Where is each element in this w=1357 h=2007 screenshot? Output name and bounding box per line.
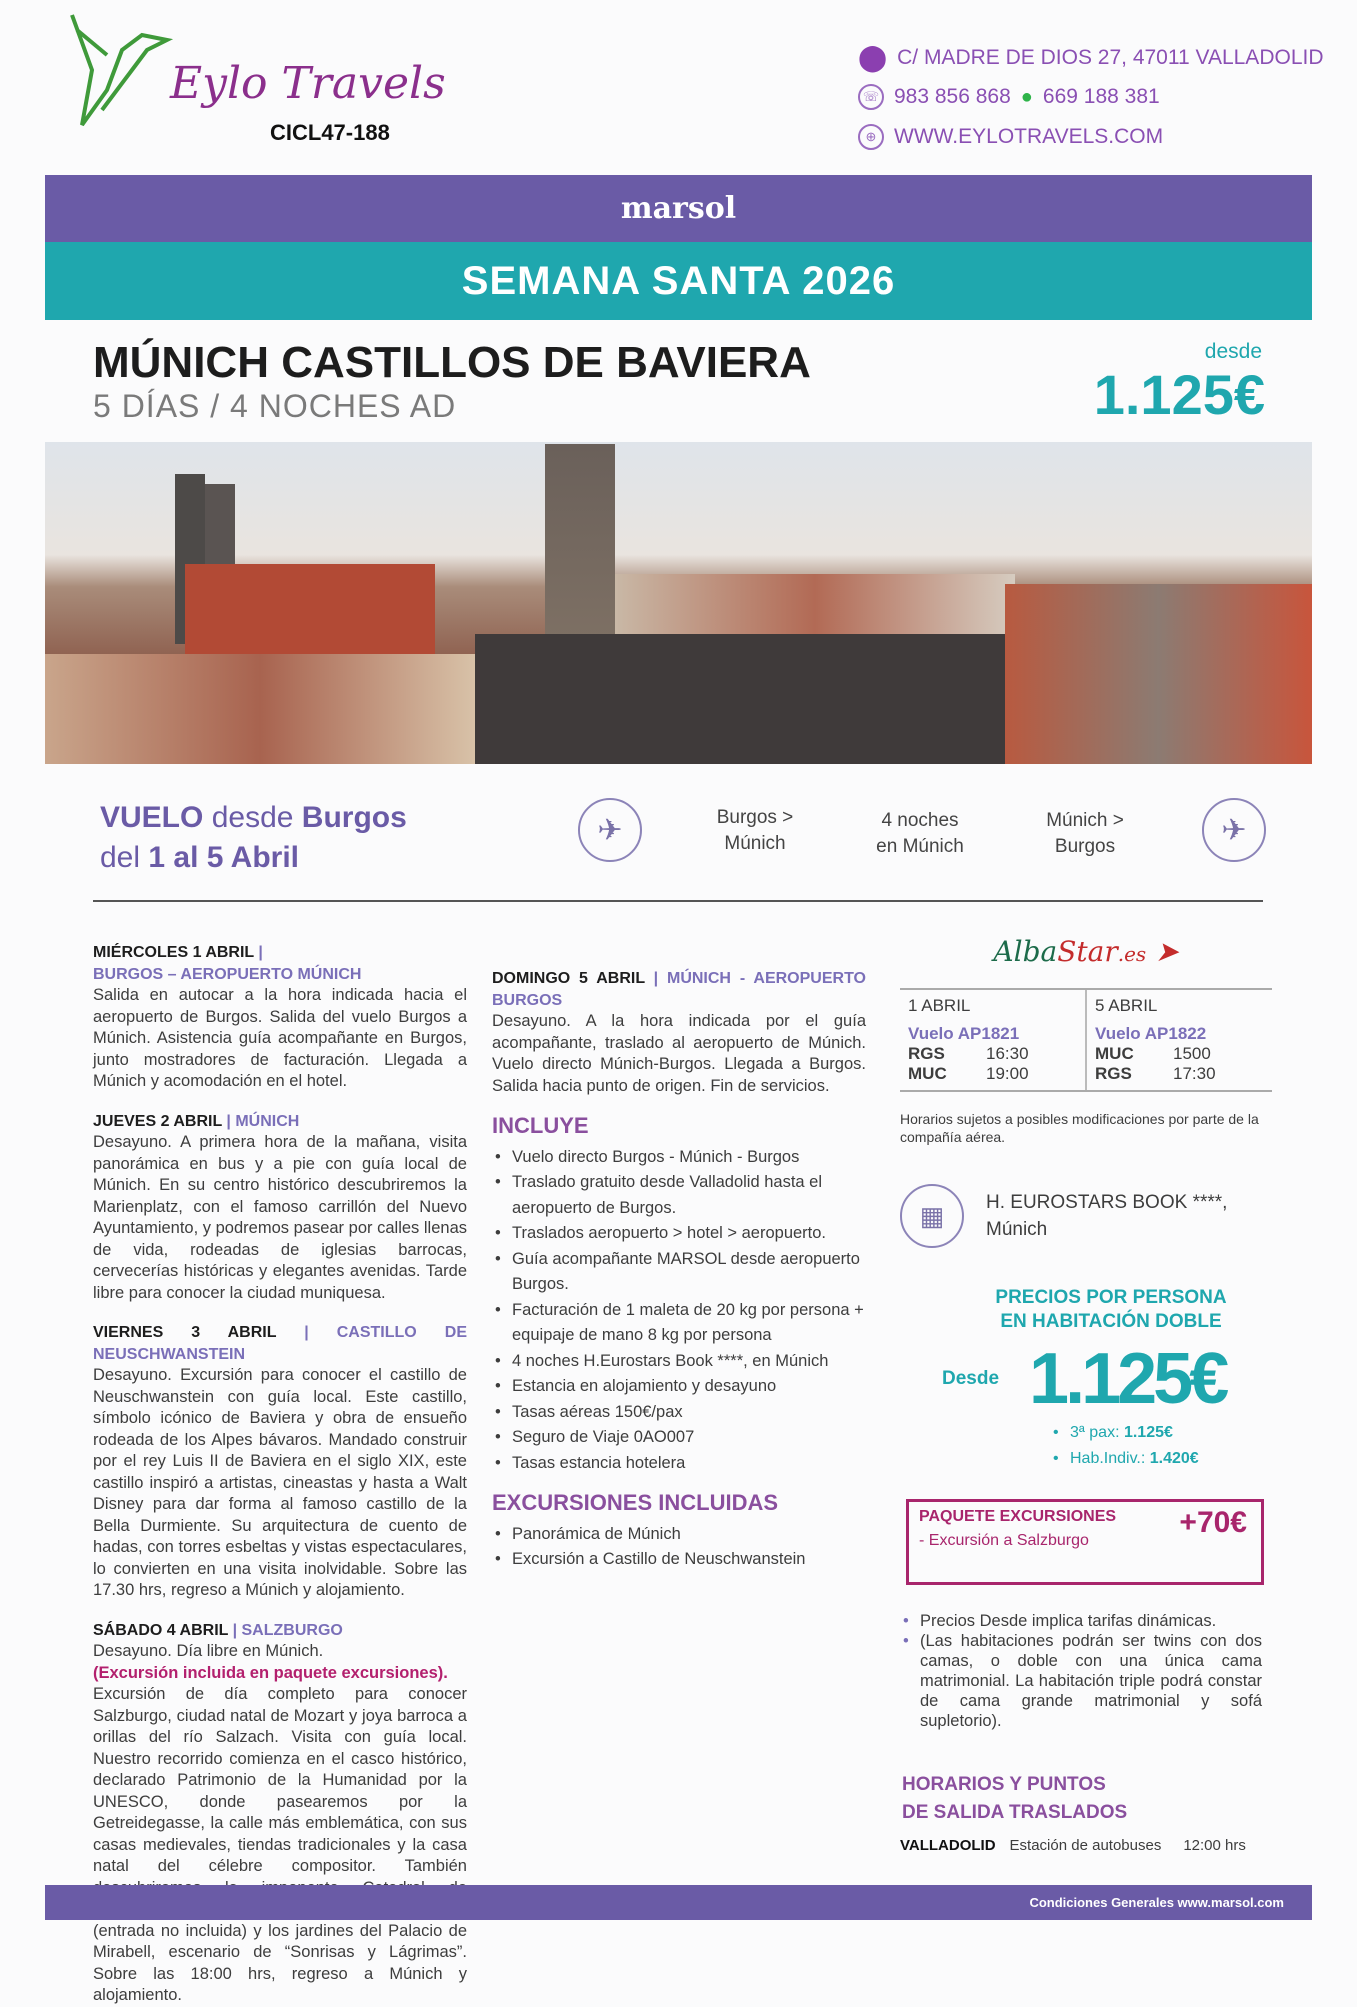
day-1: MIÉRCOLES 1 ABRIL | BURGOS – AEROPUERTO MÚNICH Salida en autocar a la hora indicada hacia el aeropuerto de Burgos. Salida del vuelo Burgos a Múnich. Asistencia guía acompañante en Burgos, junto mostradores de facturación. Llegada a Múnich y acomodación en el hotel. [93, 944, 467, 1090]
price-label: desde [1204, 340, 1262, 363]
web-link[interactable]: WWW.EYLOTRAVELS.COM [894, 125, 1164, 148]
list-item: • Panorámica de Múnich [492, 1522, 866, 1548]
list-item: • Tasas aéreas 150€/pax [492, 1400, 866, 1426]
day-5: DOMINGO 5 ABRIL | MÚNICH - AEROPUERTO BURGOS Desayuno. A la hora indicada por el guía acompañante, traslado al aeropuerto de Múnich. Vuelo directo Múnich-Burgos. Llegada a Burgos. Salida hacia punto de origen. Fin de servicios. [492, 970, 867, 1095]
flight-note: Horarios sujetos a posibles modificaciones por parte de la compañía aérea. [900, 1111, 1259, 1145]
location-pin-icon: ⬤ [858, 42, 888, 72]
list-item: • Excursión a Castillo de Neuschwanstein [492, 1547, 866, 1573]
munich-skyline-photo [45, 442, 1312, 764]
conditions-link[interactable]: Condiciones Generales www.marsol.com [1029, 1895, 1284, 1910]
albastar-logo: AlbaStar.es ➤ [993, 935, 1179, 968]
list-item: • Facturación de 1 maleta de 20 kg por persona + equipaje de mano 8 kg por persona [492, 1298, 866, 1349]
day-2: JUEVES 2 ABRIL | MÚNICH Desayuno. A primera hora de la mañana, visita panorámica en bus y a pie con guía local de Múnich. En su centro histórico descubriremos la Marienplatz, con el famoso carrillón del Nuevo Ayuntamiento, y podremos pasear por calles llenas de vida, rodeadas de iglesias barrocas, cervecerías históricas y elegantes avenidas. Tarde libre para conocer la ciudad muniquesa. [93, 1112, 467, 1302]
hotel-info: ▦ H. EUROSTARS BOOK ****, Múnich [900, 1184, 1272, 1248]
route-stay: 4 noches en Múnich [876, 810, 964, 857]
season-banner: SEMANA SANTA 2026 [45, 242, 1312, 320]
info-column [900, 935, 1272, 1854]
price-top: 1.125€ [1093, 363, 1265, 426]
hummingbird-icon [62, 10, 172, 130]
price-notes: • Precios Desde implica tarifas dinámicas. • (Las habitaciones podrán ser twins con dos camas, o doble con una única cama matrimonial. La habitación triple podrá constar de cama grande matrimonial y sofá supletorio). [900, 1611, 1262, 1731]
list-item: • Traslado gratuito desde Valladolid hasta el aeropuerto de Burgos. [492, 1170, 866, 1221]
phone-link[interactable]: 983 856 868 [894, 85, 1011, 108]
page-subtitle: 5 DÍAS / 4 NOCHES AD [93, 388, 457, 424]
flight-return: 5 ABRIL Vuelo AP1822 MUC 1500 RGS 17:30 [1085, 990, 1272, 1090]
excursions-list [492, 1522, 866, 1573]
phone-line [858, 84, 1160, 110]
includes-list [492, 1145, 866, 1477]
plane-return-icon: ✈ [1202, 798, 1266, 862]
whatsapp-link[interactable]: 669 188 381 [1042, 85, 1160, 108]
price-main: Desde 1.125€ [942, 1339, 1226, 1419]
plane-departure-icon: ✈ [578, 798, 642, 862]
list-item: • Vuelo directo Burgos - Múnich - Burgos [492, 1145, 866, 1171]
page-title: MÚNICH CASTILLOS DE BAVIERA [93, 338, 811, 387]
globe-icon: ⊕ [858, 124, 884, 150]
list-item: • Guía acompañante MARSOL desde aeropuerto Burgos. [492, 1247, 866, 1298]
list-item: • Seguro de Viaje 0AO007 [492, 1425, 866, 1451]
list-item: • Tasas estancia hotelera [492, 1451, 866, 1477]
price-extras: • 3ª pax: 1.125€ • Hab.Indiv.: 1.420€ [1050, 1420, 1272, 1471]
flight-summary: VUELO desde Burgos del 1 al 5 Abril [100, 801, 407, 874]
route-return: Múnich > Burgos [1046, 810, 1124, 857]
hotel-icon: ▦ [900, 1184, 964, 1248]
marsol-logo: marsol [620, 191, 737, 226]
itinerary-column-2 [492, 942, 866, 1573]
list-item: • Estancia en alojamiento y desayuno [492, 1374, 866, 1400]
agency-licence: CICL47-188 [270, 120, 390, 145]
web-line [858, 124, 1163, 150]
whatsapp-icon: ● [1020, 85, 1033, 108]
itinerary-column-1 [93, 942, 467, 2004]
list-item: • 4 noches H.Eurostars Book ****, en Múnich [492, 1349, 866, 1375]
flight-table [900, 988, 1272, 1092]
transfers-title: HORARIOS Y PUNTOS DE SALIDA TRASLADOS [902, 1774, 1128, 1823]
excursion-package: PAQUETE EXCURSIONES - Excursión a Salzburgo +70€ [906, 1499, 1264, 1585]
transfer-row: VALLADOLID Estación de autobuses 12:00 hrs [900, 1837, 1246, 1854]
excursions-title: EXCURSIONES INCLUIDAS [492, 1490, 779, 1515]
list-item: • Traslados aeropuerto > hotel > aeropuerto. [492, 1221, 866, 1247]
day-3: VIERNES 3 ABRIL | CASTILLO DE NEUSCHWANSTEIN Desayuno. Excursión para conocer el castillo de Neuschwanstein con guía local. Este castillo, símbolo icónico de Baviera y obra de ensueño rodeada de los Alpes bávaros. Mandado construir por el rey Luis II de Baviera en el siglo XIX, este castillo inspiró a artistas, cineastas y hasta a Walt Disney para dar forma al famoso castillo de la Bella Durmiente. Su arquitectura de cuento de hadas, con torres esbeltas y vistas espectaculares, lo convierten en una visita inolvidable. Sobre las 17.30 hrs, regreso a Múnich y alojamiento. [93, 1324, 467, 1599]
day-4: SÁBADO 4 ABRIL | SALZBURGO Desayuno. Día libre en Múnich. (Excursión incluida en paquete excursiones). Excursión de día completo para conocer Salzburgo, ciudad natal de Mozart y joya barroca a orillas del río Salzach. Visita con guía local. Nuestro recorrido comienza en el casco histórico, declarado Patrimonio de la Humanidad por la UNESCO, donde pasearemos por la Getreidegasse, la calle más emblemática, con sus casas medievales, tiendas tradicionales y la casa natal del célebre compositor. También (entrada no incluida) y los jardines del Palacio de Mirabell, escenario de “Sonrisas y Lágrimas”. Sobre las 18:00 hrs, regreso a Múnich y alojamiento. [93, 1621, 467, 2004]
footer-bar [45, 1885, 1312, 1920]
agency-name: Eylo Travels [170, 58, 446, 109]
brand-bar [45, 175, 1312, 242]
includes-title: INCLUYE [492, 1113, 589, 1138]
address-line: ⬤ C/ MADRE DE DIOS 27, 47011 VALLADOLID [858, 42, 1324, 72]
flight-outbound: 1 ABRIL Vuelo AP1821 RGS 16:30 MUC 19:00 [908, 996, 1029, 1083]
prices-title: PRECIOS POR PERSONA EN HABITACIÓN DOBLE [995, 1287, 1227, 1332]
agency-logo [62, 10, 172, 130]
phone-icon: ☏ [858, 84, 884, 110]
route-outbound: Burgos > Múnich [716, 807, 794, 854]
divider [93, 900, 1263, 902]
